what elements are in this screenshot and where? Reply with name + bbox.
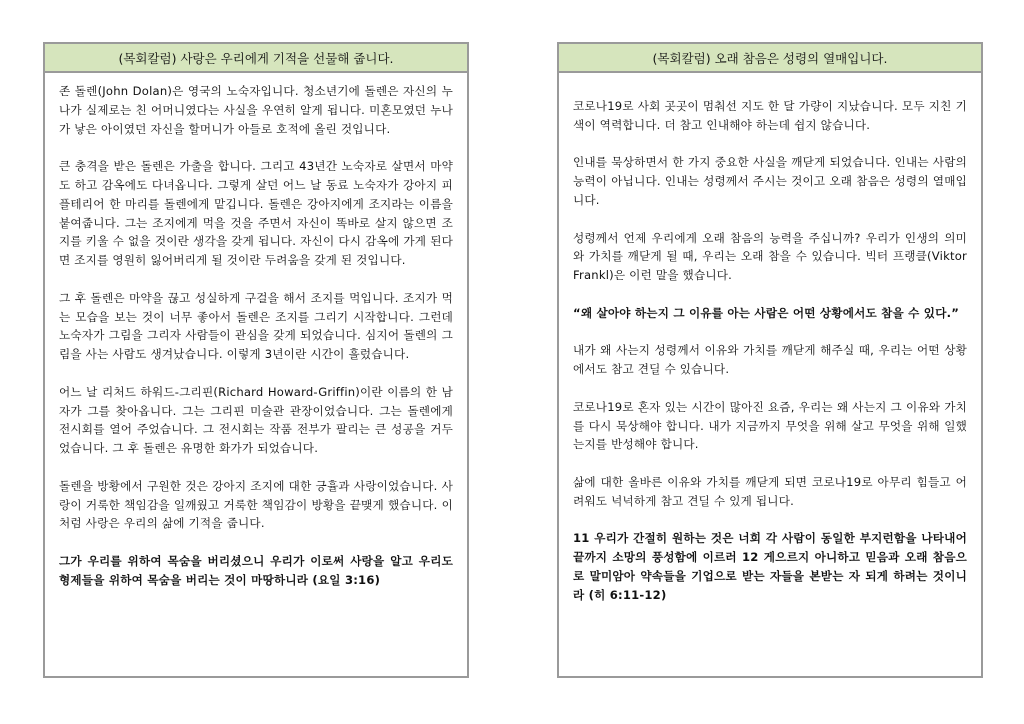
right-paragraph-3: 성령께서 언제 우리에게 오래 참음의 능력을 주십니까? 우리가 인생의 의미와 가치를 깨닫게 될 때, 우리는 오래 참을 수 있습니다. 빅터 프랭클(Viktor Frankl)은 이런 말을 했습니다. (573, 230, 967, 283)
left-paragraph-2: 큰 충격을 받은 돌렌은 가출을 합니다. 그리고 43년간 노숙자로 살면서 마약도 하고 감옥에도 다녀옵니다. 그렇게 살던 어느 날 동료 노숙자가 강아지 피플테리어 한 마리를 돌렌에게 맡깁니다. 돌렌은 강아지에게 조지라는 이름을 붙여줍니다. 그는 조지에게 먹을 것을 주면서 자신이 똑바로 살지 않으면 조지를 키울 수 없을 것이란 생각을 갖게 됩니다. 자신이 다시 감옥에 가게 된다면 조지를 영원히 잃어버리게 될 것이란 두려움을 갖게 된 것입니다. (59, 159, 453, 268)
right-column-body (559, 73, 981, 605)
right-column-title: (목회칼럼) 오래 참음은 성령의 열매입니다. (559, 44, 981, 73)
right-quote: “왜 살아야 하는지 그 이유를 아는 사람은 어떤 상황에서도 참을 수 있다.” (573, 305, 960, 320)
left-column-panel (43, 42, 469, 678)
left-scripture-verse: 그가 우리를 위하여 목숨을 버리셨으니 우리가 이로써 사랑을 알고 우리도 형제들을 위하여 목숨을 버리는 것이 마땅하니라 (요일 3:16) (59, 553, 453, 587)
right-paragraph-1: 코로나19로 사회 곳곳이 멈춰선 지도 한 달 가량이 지났습니다. 모두 지친 기색이 역력합니다. 더 참고 인내해야 하는데 쉽지 않습니다. (573, 99, 967, 132)
right-paragraph-6: 삶에 대한 올바른 이유와 가치를 깨닫게 되면 코로나19로 아무리 힘들고 어려워도 넉넉하게 참고 견딜 수 있게 됩니다. (573, 474, 967, 508)
right-paragraph-4: 내가 왜 사는지 성령께서 이유와 가치를 깨닫게 해주실 때, 우리는 어떤 상황에서도 참고 견딜 수 있습니다. (573, 343, 967, 377)
right-column-panel (557, 42, 983, 678)
right-paragraph-2: 인내를 묵상하면서 한 가지 중요한 사실을 깨닫게 되었습니다. 인내는 사람의 능력이 아닙니다. 인내는 성령께서 주시는 것이고 오래 참음은 성령의 열매입니다. (573, 155, 967, 207)
left-paragraph-3: 그 후 돌렌은 마약을 끊고 성실하게 구걸을 해서 조지를 먹입니다. 조지가 먹는 모습을 보는 것이 너무 좋아서 돌렌은 조지를 그리기 시작합니다. 그런데 노숙자가 그림을 그리자 사람들이 관심을 갖게 되었습니다. 심지어 돌렌의 그림을 사는 사람도 생겨났습니다. 이렇게 3년이란 시간이 흘렀습니다. (59, 290, 453, 362)
left-paragraph-5: 돌렌을 방황에서 구원한 것은 강아지 조지에 대한 긍휼과 사랑이었습니다. 사랑이 거룩한 책임감을 일깨웠고 거룩한 책임감이 방황을 끝맺게 했습니다. 이처럼 사랑은 우리의 삶에 기적을 줍니다. (59, 478, 453, 531)
left-paragraph-1: 존 돌렌(John Dolan)은 영국의 노숙자입니다. 청소년기에 돌렌은 자신의 누나가 실제로는 친 어머니였다는 사실을 우연히 알게 됩니다. 미혼모였던 누나가 낳은 아이였던 자신을 할머니가 아들로 호적에 올린 것입니다. (59, 84, 453, 136)
left-paragraph-4: 어느 날 리처드 하워드-그리핀(Richard Howard-Griffin)이란 이름의 한 남자가 그를 찾아옵니다. 그는 그리핀 미술관 관장이었습니다. 그는 돌렌에게 전시회를 열어 주었습니다. 그 전시회는 작품 전부가 팔리는 큰 성공을 거두었습니다. 그 후 돌렌은 유명한 화가가 되었습니다. (59, 384, 453, 456)
left-column-title: (목회칼럼) 사랑은 우리에게 기적을 선물해 줍니다. (45, 44, 467, 73)
left-column-body (45, 73, 467, 590)
right-scripture-verse: 11 우리가 간절히 원하는 것은 너희 각 사람이 동일한 부지런함을 나타내어 끝까지 소망의 풍성함에 이르러 12 게으르지 아니하고 믿음과 오래 참음으로 말미암아 약속들을 기업으로 받는 자들을 본받는 자 되게 하려는 것이니라 (히 6:11-12) (573, 531, 967, 602)
right-paragraph-5: 코로나19로 혼자 있는 시간이 많아진 요즘, 우리는 왜 사는지 그 이유와 가치를 다시 묵상해야 합니다. 내가 지금까지 무엇을 위해 살고 무엇을 위해 일했는지를 반성해야 합니다. (573, 399, 967, 452)
